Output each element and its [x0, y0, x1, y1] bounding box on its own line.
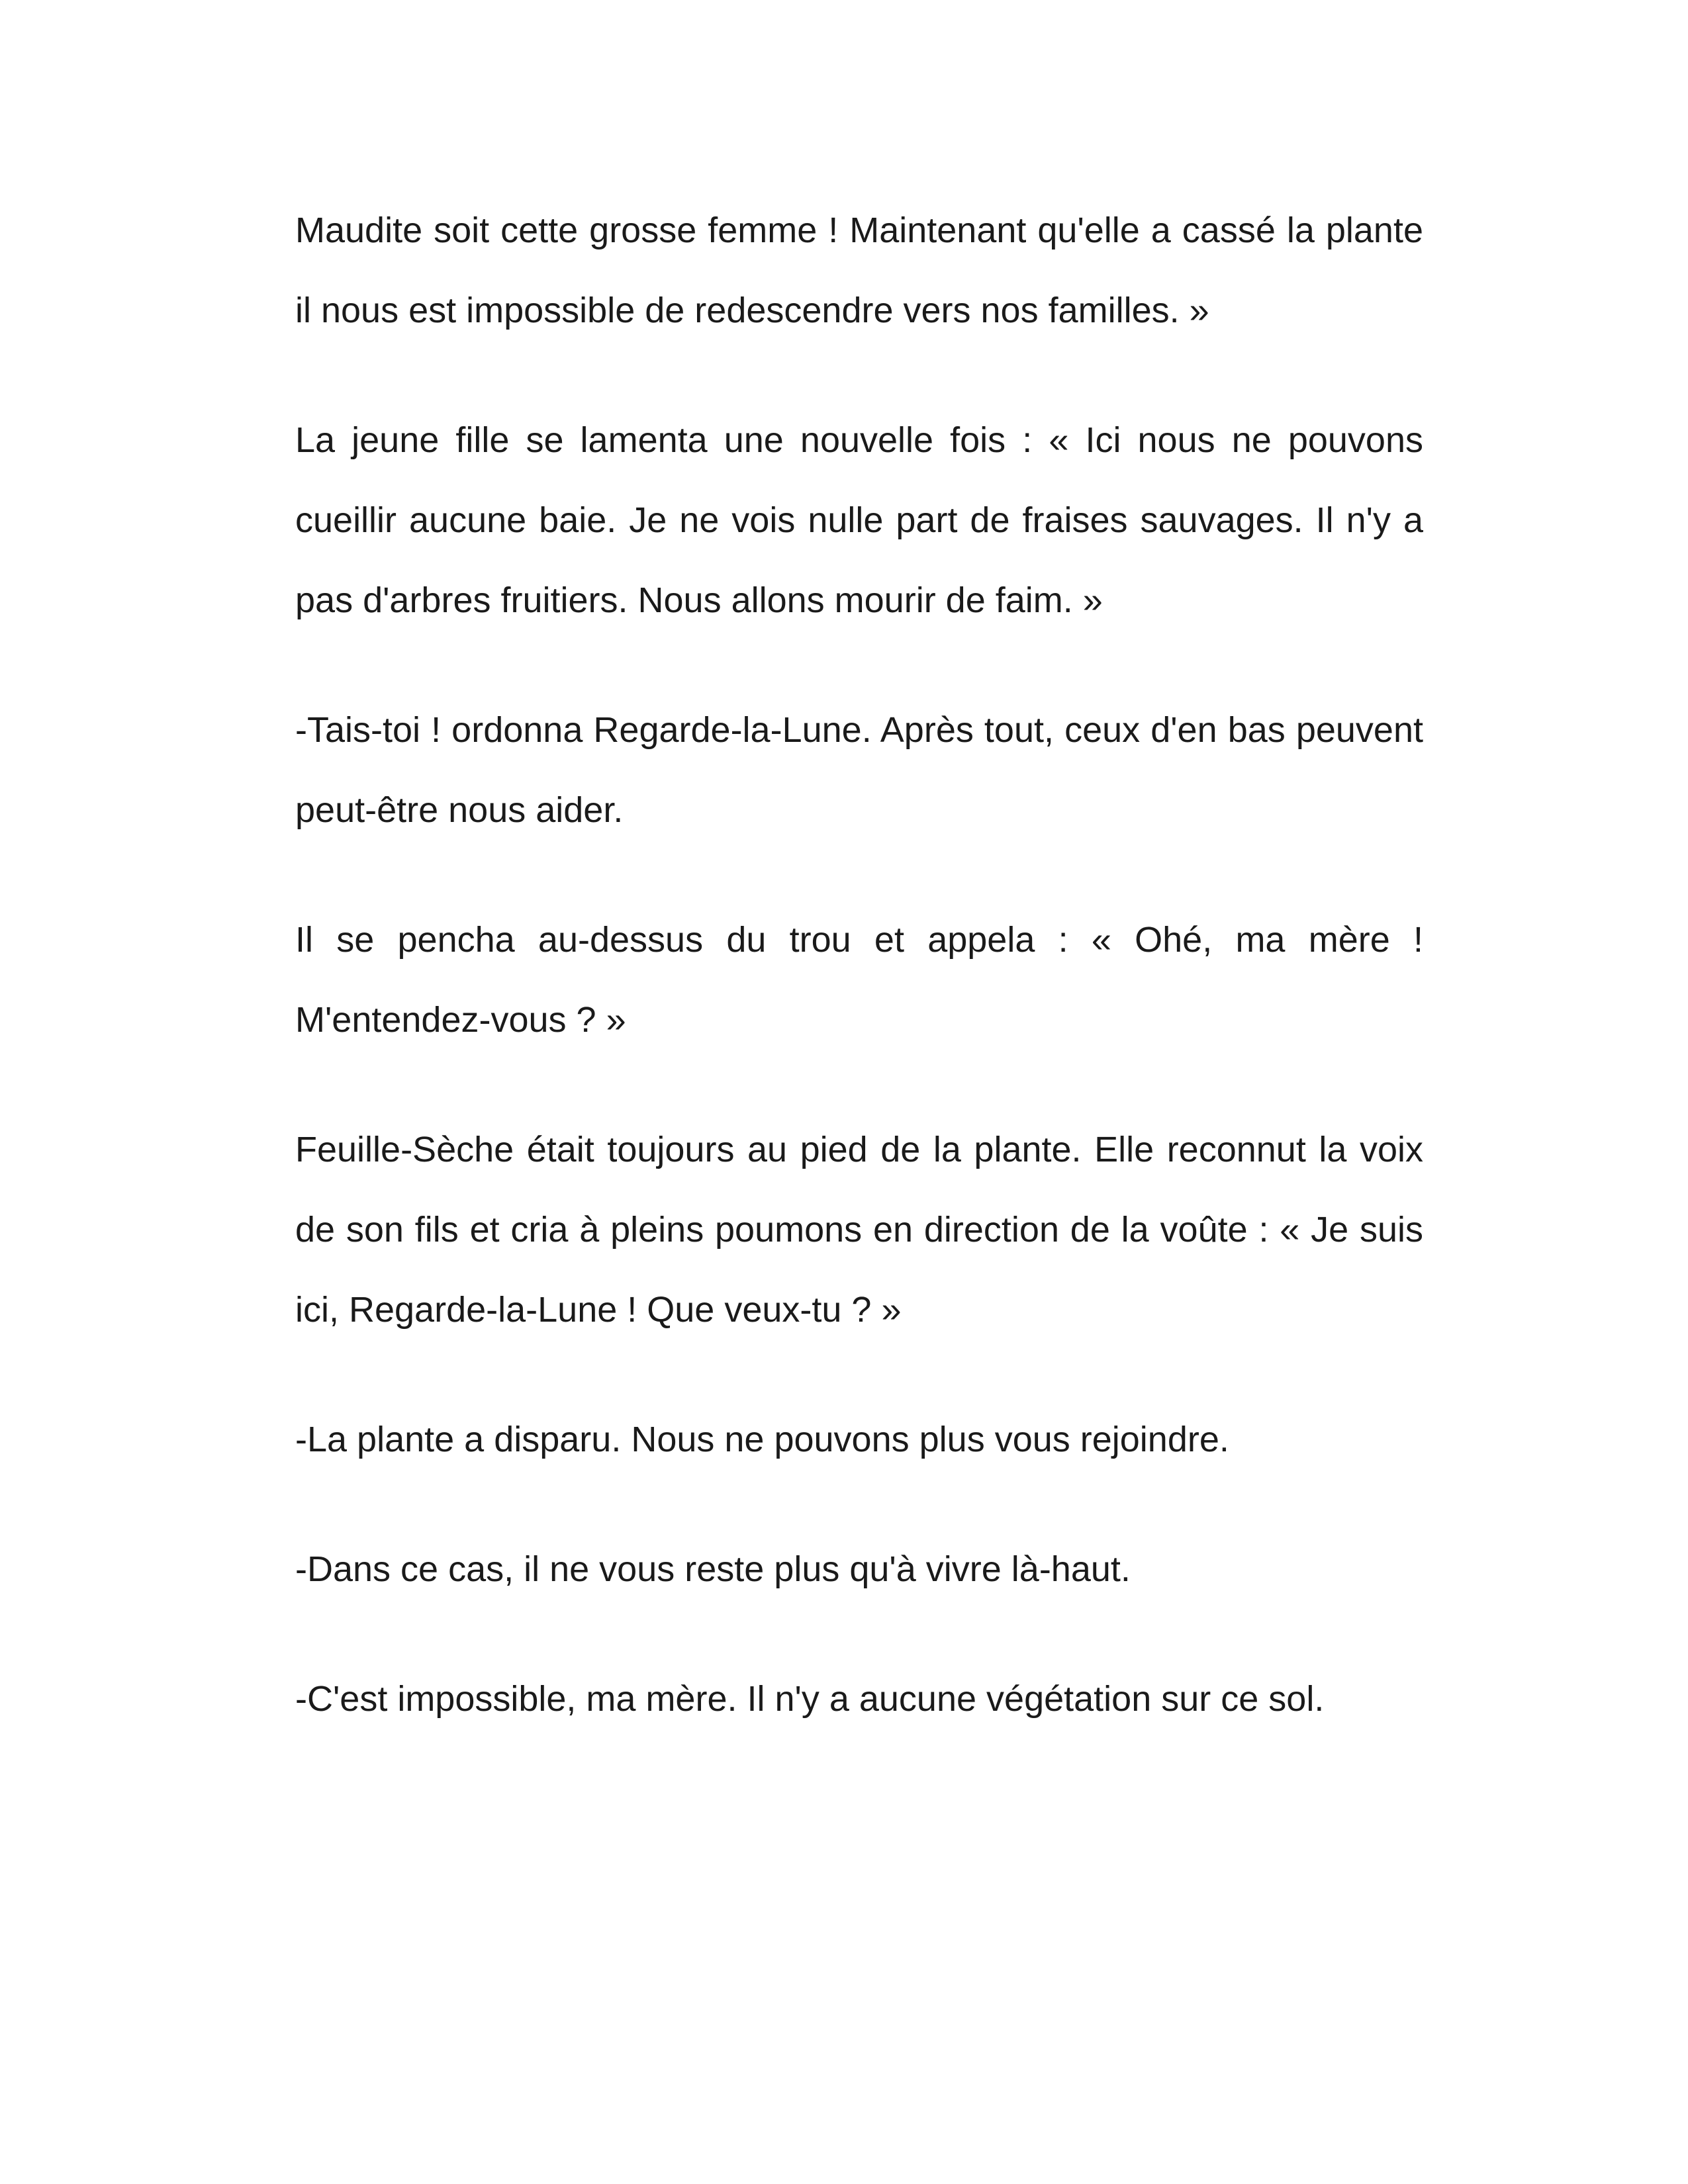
paragraph-8: -C'est impossible, ma mère. Il n'y a aucune végétation sur ce sol. [295, 1679, 1325, 1719]
paragraph-4: Il se pencha au-dessus du trou et appela : « Ohé, ma mère ! M'entendez-vous ? » [295, 920, 1423, 1040]
paragraph-5: Feuille-Sèche était toujours au pied de la plante. Elle reconnut la voix de son fils et cria à pleins poumons en direction de la voûte : « Je suis ici, Regarde-la-Lune ! Que veux-tu ? » [295, 1130, 1423, 1330]
paragraph-1: Maudite soit cette grosse femme ! Maintenant qu'elle a cassé la plante il nous est impossible de redescendre vers nos familles. » [295, 210, 1423, 330]
paragraph-6: -La plante a disparu. Nous ne pouvons plus vous rejoindre. [295, 1420, 1229, 1459]
paragraph-2: La jeune fille se lamenta une nouvelle fois : « Ici nous ne pouvons cueillir aucune baie. Je ne vois nulle part de fraises sauvages. Il n'y a pas d'arbres fruitiers. Nous allons mourir de faim. » [295, 420, 1423, 620]
document-body [295, 191, 1423, 1789]
paragraph-3: -Tais-toi ! ordonna Regarde-la-Lune. Après tout, ceux d'en bas peuvent peut-être nous aider. [295, 710, 1423, 830]
paragraph-7: -Dans ce cas, il ne vous reste plus qu'à vivre là-haut. [295, 1549, 1131, 1589]
